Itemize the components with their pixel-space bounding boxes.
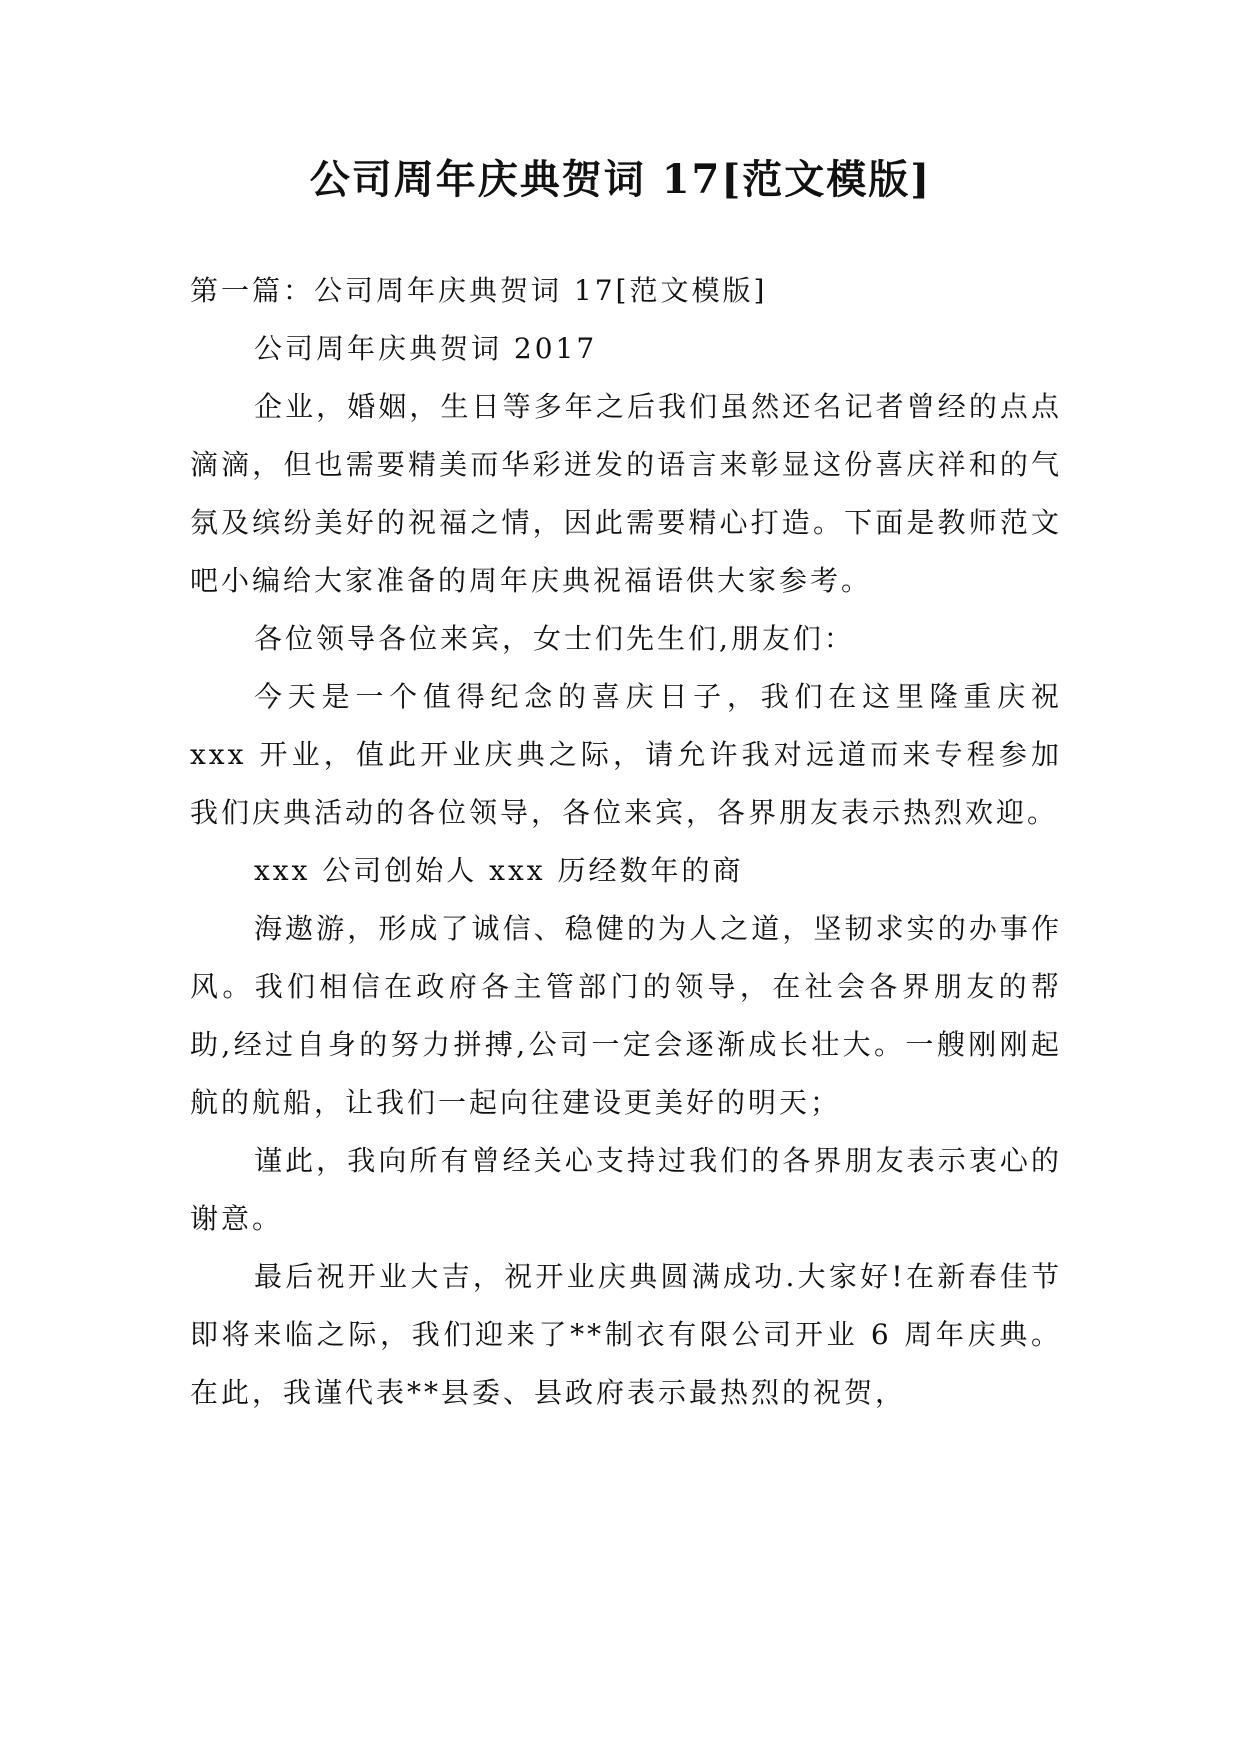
paragraph-heading: 第一篇：公司周年庆典贺词 17[范文模版] (190, 274, 768, 307)
paragraph-founder: xxx 公司创始人 xxx 历经数年的商 (254, 854, 744, 887)
paragraph-thanks: 谨此，我向所有曾经关心支持过我们的各界朋友表示衷心的谢意。 (190, 1144, 1062, 1235)
paragraph-philosophy: 海遨游，形成了诚信、稳健的为人之道，坚韧求实的办事作风。我们相信在政府各主管部门的领导，在社会各界朋友的帮助,经过自身的努力拼搏,公司一定会逐渐成长壮大。一艘刚刚起航的航船，让我们一起向往建设更美好的明天； (190, 912, 1062, 1119)
paragraph-subtitle: 公司周年庆典贺词 2017 (254, 332, 598, 365)
paragraph-welcome: 今天是一个值得纪念的喜庆日子，我们在这里隆重庆祝 xxx 开业，值此开业庆典之际，请允许我对远道而来专程参加我们庆典活动的各位领导，各位来宾，各界朋友表示热烈欢迎。 (190, 680, 1062, 829)
paragraph-intro: 企业，婚姻，生日等多年之后我们虽然还名记者曾经的点点滴滴，但也需要精美而华彩迸发的语言来彰显这份喜庆祥和的气氛及缤纷美好的祝福之情，因此需要精心打造。下面是教师范文吧小编给大家准备的周年庆典祝福语供大家参考。 (190, 390, 1062, 597)
document-title: 公司周年庆典贺词 17[范文模版] (309, 156, 932, 203)
document-body (190, 262, 1062, 1422)
paragraph-salutation: 各位领导各位来宾，女士们先生们,朋友们： (254, 622, 855, 655)
paragraph-closing: 最后祝开业大吉，祝开业庆典圆满成功.大家好!在新春佳节即将来临之际，我们迎来了**制衣有限公司开业 6 周年庆典。在此，我谨代表**县委、县政府表示最热烈的祝贺， (190, 1260, 1062, 1409)
